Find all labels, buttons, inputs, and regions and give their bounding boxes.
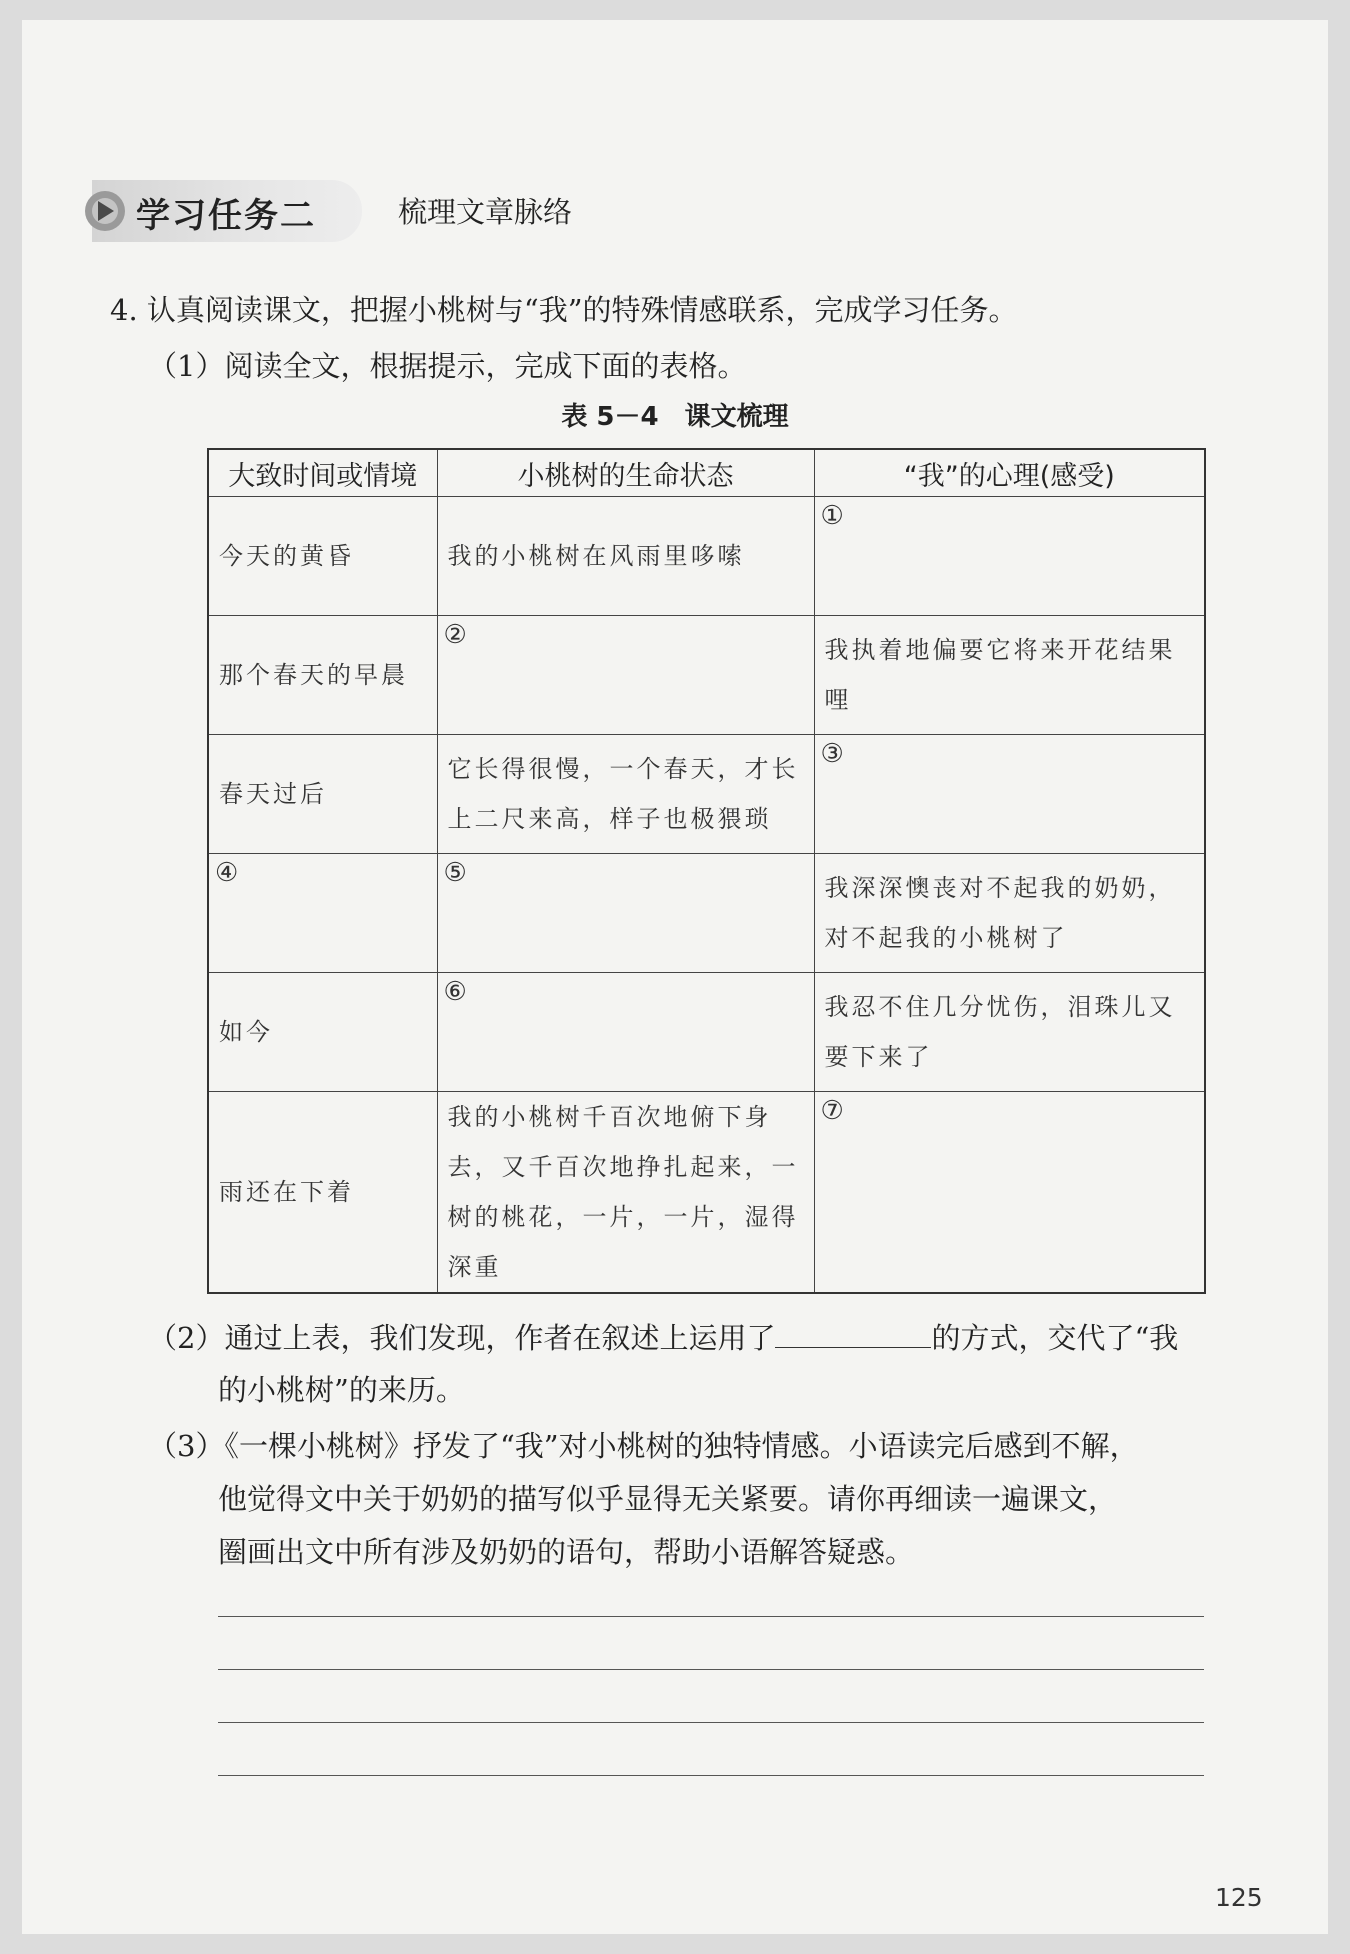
- answer-blank-2[interactable]: [437, 616, 814, 735]
- part-2-text-before-blank: （2）通过上表，我们发现，作者在叙述上运用了: [148, 1321, 776, 1355]
- answer-blank-4[interactable]: [208, 854, 437, 973]
- blank-number: ⑤: [443, 858, 467, 888]
- question-4-stem: 4. 认真阅读课文，把握小桃树与“我”的特殊情感联系，完成学习任务。: [110, 293, 1018, 327]
- header-time: 大致时间或情境: [208, 449, 437, 497]
- blank-number: ⑥: [443, 977, 467, 1007]
- tree-state-cell: 我的小桃树在风雨里哆嗦: [437, 497, 814, 616]
- answer-blank-3[interactable]: [814, 735, 1205, 854]
- table-row: [208, 1092, 1205, 1294]
- part-3-line-2: 他觉得文中关于奶奶的描写似乎显得无关紧要。请你再细读一遍课文，: [218, 1482, 1118, 1516]
- question-4-part-3: （3）《一棵小桃树》抒发了“我”对小桃树的独特情感。小语读完后感到不解，: [148, 1429, 1139, 1463]
- time-cell: 今天的黄昏: [208, 497, 437, 616]
- blank-number: ⑦: [820, 1096, 844, 1126]
- tree-state-cell: 我的小桃树千百次地俯下身去，又千百次地挣扎起来，一树的桃花，一片，一片，湿得深重: [437, 1092, 814, 1294]
- answer-blank-6[interactable]: [437, 973, 814, 1092]
- feeling-cell: 我执着地偏要它将来开花结果哩: [814, 616, 1205, 735]
- table-header-row: [208, 449, 1205, 497]
- answer-writing-line[interactable]: [218, 1722, 1204, 1723]
- part-2-line-2: 的小桃树”的来历。: [218, 1373, 465, 1407]
- task-banner: [92, 180, 362, 242]
- answer-writing-line[interactable]: [218, 1775, 1204, 1776]
- table-row: [208, 973, 1205, 1092]
- answer-writing-line[interactable]: [218, 1616, 1204, 1617]
- task-banner-label: 学习任务二: [136, 196, 316, 236]
- blank-number: ①: [820, 501, 844, 531]
- answer-blank-5[interactable]: [437, 854, 814, 973]
- table-row: [208, 497, 1205, 616]
- feeling-cell: 我忍不住几分忧伤，泪珠儿又要下来了: [814, 973, 1205, 1092]
- time-cell: 春天过后: [208, 735, 437, 854]
- part-3-line-3: 圈画出文中所有涉及奶奶的语句，帮助小语解答疑惑。: [218, 1535, 915, 1569]
- answer-blank-1[interactable]: [814, 497, 1205, 616]
- question-4-part-2: [148, 1316, 1178, 1357]
- time-cell: 如今: [208, 973, 437, 1092]
- summary-table: [207, 448, 1206, 1294]
- blank-number: ②: [443, 620, 467, 650]
- blank-number: ③: [820, 739, 844, 769]
- tree-state-cell: 它长得很慢，一个春天，才长上二尺来高，样子也极猥琐: [437, 735, 814, 854]
- pencil-badge-icon: [80, 186, 130, 236]
- time-cell: 雨还在下着: [208, 1092, 437, 1294]
- header-feeling: “我”的心理(感受): [814, 449, 1205, 497]
- table-row: [208, 854, 1205, 973]
- header-tree-state: 小桃树的生命状态: [437, 449, 814, 497]
- answer-writing-line[interactable]: [218, 1669, 1204, 1670]
- answer-blank-7[interactable]: [814, 1092, 1205, 1294]
- question-4-part-1: （1）阅读全文，根据提示，完成下面的表格。: [148, 349, 747, 383]
- fill-in-blank[interactable]: [775, 1319, 931, 1348]
- blank-number: ④: [215, 858, 239, 888]
- page-number: 125: [1215, 1883, 1263, 1912]
- time-cell: 那个春天的早晨: [208, 616, 437, 735]
- table-row: [208, 735, 1205, 854]
- table-caption: 表 5－4 课文梳理: [561, 402, 789, 432]
- table-row: [208, 616, 1205, 735]
- part-2-text-after-blank: 的方式，交代了“我: [931, 1321, 1179, 1355]
- task-subtitle: 梳理文章脉络: [398, 195, 573, 229]
- feeling-cell: 我深深懊丧对不起我的奶奶，对不起我的小桃树了: [814, 854, 1205, 973]
